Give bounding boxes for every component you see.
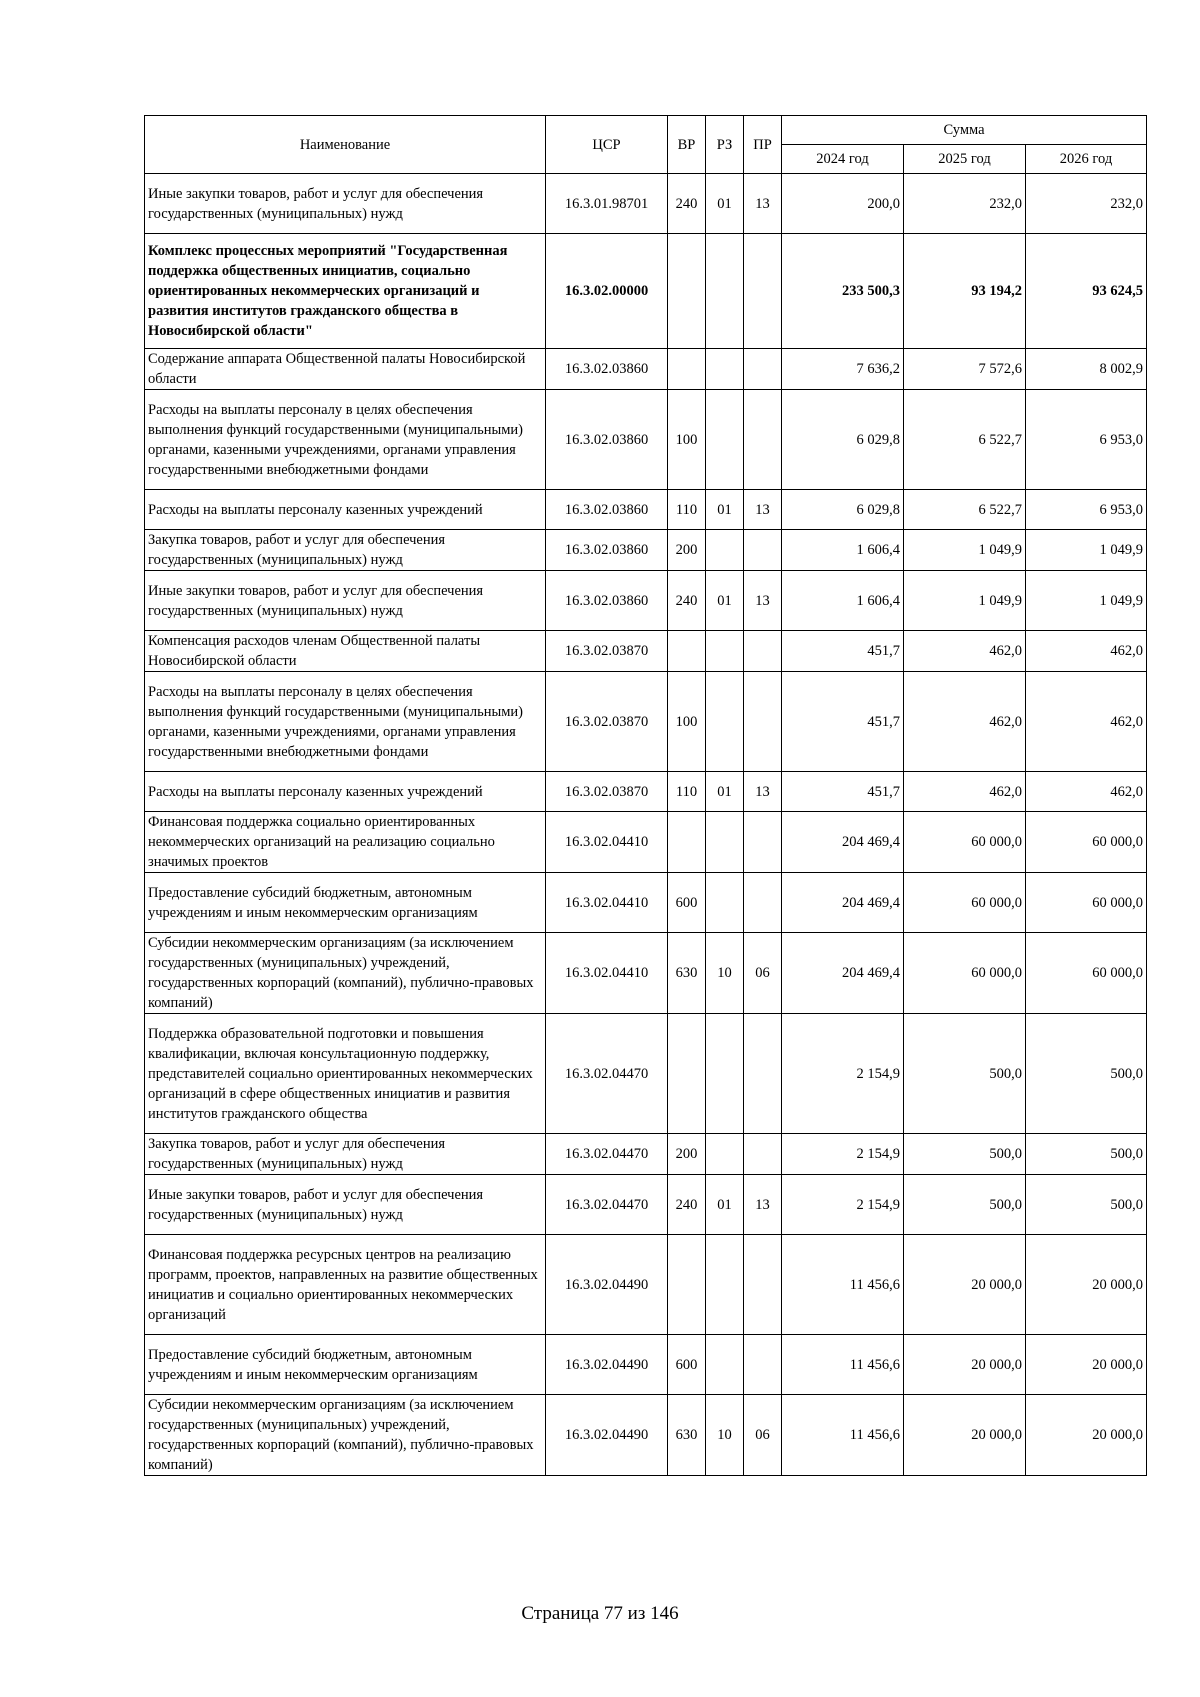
row-sum-2025-cell: 6 522,7 [904,390,1026,490]
table-row [145,772,1147,812]
row-csr-cell: 16.3.02.04490 [546,1235,668,1335]
table-row [145,1175,1147,1235]
row-csr-cell: 16.3.02.04490 [546,1395,668,1476]
row-vr-cell: 200 [668,1134,706,1175]
row-sum-2024-cell: 204 469,4 [782,933,904,1014]
row-sum-2026-cell: 20 000,0 [1026,1395,1147,1476]
table-row [145,571,1147,631]
row-csr-cell: 16.3.02.04470 [546,1175,668,1235]
row-sum-2026-cell: 500,0 [1026,1134,1147,1175]
row-name-cell: Компенсация расходов членам Общественной палаты Новосибирской области [145,631,546,672]
table-row [145,812,1147,873]
row-rz-cell [706,530,744,571]
table-row [145,390,1147,490]
row-sum-2025-cell: 1 049,9 [904,530,1026,571]
row-pr-cell [744,530,782,571]
table-row [145,349,1147,390]
table-row [145,1134,1147,1175]
row-name-cell: Расходы на выплаты персоналу в целях обеспечения выполнения функций государственными (муниципальными) органами, казенными учреждениями, органами управления государственными внебюджетными фондами [145,672,546,772]
row-pr-cell: 13 [744,174,782,234]
row-name-cell: Расходы на выплаты персоналу казенных учреждений [145,490,546,530]
row-rz-cell: 01 [706,1175,744,1235]
row-sum-2024-cell: 1 606,4 [782,571,904,631]
row-vr-cell: 110 [668,772,706,812]
row-rz-cell [706,1014,744,1134]
row-vr-cell: 630 [668,1395,706,1476]
table-row [145,490,1147,530]
row-csr-cell: 16.3.01.98701 [546,174,668,234]
row-sum-2024-cell: 2 154,9 [782,1014,904,1134]
row-sum-2025-cell: 500,0 [904,1175,1026,1235]
row-name-cell: Расходы на выплаты персоналу в целях обеспечения выполнения функций государственными (муниципальными) органами, казенными учреждениями, органами управления государственными внебюджетными фондами [145,390,546,490]
row-pr-cell: 13 [744,772,782,812]
row-vr-cell: 100 [668,672,706,772]
row-name-cell: Предоставление субсидий бюджетным, автономным учреждениям и иным некоммерческим организациям [145,873,546,933]
header-year-2025: 2025 год [904,145,1026,174]
row-rz-cell: 01 [706,571,744,631]
row-rz-cell [706,390,744,490]
table-row [145,873,1147,933]
row-csr-cell: 16.3.02.03870 [546,631,668,672]
header-name: Наименование [145,116,546,174]
row-pr-cell: 06 [744,933,782,1014]
row-sum-2026-cell: 462,0 [1026,631,1147,672]
row-vr-cell [668,349,706,390]
row-pr-cell [744,1134,782,1175]
row-csr-cell: 16.3.02.03870 [546,672,668,772]
row-sum-2026-cell: 462,0 [1026,672,1147,772]
row-vr-cell [668,234,706,349]
row-rz-cell: 10 [706,933,744,1014]
row-vr-cell: 100 [668,390,706,490]
row-sum-2024-cell: 11 456,6 [782,1235,904,1335]
row-pr-cell: 06 [744,1395,782,1476]
row-sum-2025-cell: 20 000,0 [904,1395,1026,1476]
page-number: Страница 77 из 146 [521,1603,679,1624]
row-sum-2025-cell: 20 000,0 [904,1235,1026,1335]
table-row [145,530,1147,571]
row-name-cell: Содержание аппарата Общественной палаты Новосибирской области [145,349,546,390]
row-rz-cell [706,234,744,349]
row-csr-cell: 16.3.02.04410 [546,933,668,1014]
row-name-cell: Субсидии некоммерческим организациям (за исключением государственных (муниципальных) учреждений, государственных корпораций (компаний), публично-правовых компаний) [145,1395,546,1476]
row-vr-cell [668,631,706,672]
row-rz-cell: 10 [706,1395,744,1476]
row-pr-cell [744,390,782,490]
row-sum-2024-cell: 451,7 [782,631,904,672]
row-pr-cell: 13 [744,1175,782,1235]
header-year-2024: 2024 год [782,145,904,174]
table-row [145,1395,1147,1476]
row-name-cell: Субсидии некоммерческим организациям (за исключением государственных (муниципальных) учреждений, государственных корпораций (компаний), публично-правовых компаний) [145,933,546,1014]
row-csr-cell: 16.3.02.03860 [546,490,668,530]
table-row [145,1014,1147,1134]
row-sum-2026-cell: 8 002,9 [1026,349,1147,390]
row-pr-cell [744,1235,782,1335]
row-rz-cell [706,1134,744,1175]
row-sum-2025-cell: 7 572,6 [904,349,1026,390]
row-rz-cell [706,672,744,772]
header-pr: ПР [744,116,782,174]
table-row [145,1235,1147,1335]
table-header [145,116,1147,174]
row-csr-cell: 16.3.02.03860 [546,349,668,390]
row-pr-cell [744,1014,782,1134]
row-sum-2025-cell: 462,0 [904,672,1026,772]
row-vr-cell: 200 [668,530,706,571]
row-name-cell: Комплекс процессных мероприятий "Государственная поддержка общественных инициатив, социально ориентированных некоммерческих организаций и развития институтов гражданского общества в Новосибирской области" [145,234,546,349]
row-sum-2026-cell: 462,0 [1026,772,1147,812]
row-csr-cell: 16.3.02.03870 [546,772,668,812]
row-name-cell: Финансовая поддержка ресурсных центров на реализацию программ, проектов, направленных на развитие общественных инициатив и социально ориентированных некоммерческих организаций [145,1235,546,1335]
row-pr-cell [744,234,782,349]
row-name-cell: Иные закупки товаров, работ и услуг для обеспечения государственных (муниципальных) нужд [145,174,546,234]
row-sum-2025-cell: 93 194,2 [904,234,1026,349]
row-csr-cell: 16.3.02.04410 [546,873,668,933]
row-rz-cell [706,349,744,390]
row-sum-2026-cell: 93 624,5 [1026,234,1147,349]
row-vr-cell: 240 [668,174,706,234]
row-sum-2024-cell: 1 606,4 [782,530,904,571]
header-vr: ВР [668,116,706,174]
row-sum-2026-cell: 500,0 [1026,1175,1147,1235]
row-sum-2026-cell: 20 000,0 [1026,1335,1147,1395]
row-pr-cell: 13 [744,571,782,631]
row-vr-cell: 240 [668,1175,706,1235]
row-pr-cell [744,349,782,390]
table-row [145,631,1147,672]
row-rz-cell [706,1335,744,1395]
row-sum-2024-cell: 11 456,6 [782,1335,904,1395]
row-sum-2024-cell: 11 456,6 [782,1395,904,1476]
row-sum-2024-cell: 6 029,8 [782,390,904,490]
row-sum-2026-cell: 20 000,0 [1026,1235,1147,1335]
row-pr-cell: 13 [744,490,782,530]
row-sum-2025-cell: 6 522,7 [904,490,1026,530]
table-row [145,1335,1147,1395]
row-csr-cell: 16.3.02.03860 [546,530,668,571]
table-row [145,672,1147,772]
row-csr-cell: 16.3.02.04490 [546,1335,668,1395]
row-csr-cell: 16.3.02.04410 [546,812,668,873]
table-row [145,234,1147,349]
row-name-cell: Предоставление субсидий бюджетным, автономным учреждениям и иным некоммерческим организациям [145,1335,546,1395]
row-rz-cell: 01 [706,490,744,530]
row-sum-2026-cell: 1 049,9 [1026,571,1147,631]
row-vr-cell: 240 [668,571,706,631]
row-sum-2024-cell: 451,7 [782,672,904,772]
row-sum-2025-cell: 232,0 [904,174,1026,234]
row-name-cell: Поддержка образовательной подготовки и повышения квалификации, включая консультационную поддержку, представителей социально ориентированных некоммерческих организаций в сфере общественных инициатив и развития институтов гражданского общества [145,1014,546,1134]
row-pr-cell [744,812,782,873]
row-vr-cell [668,1235,706,1335]
row-sum-2024-cell: 200,0 [782,174,904,234]
row-sum-2024-cell: 2 154,9 [782,1134,904,1175]
row-sum-2025-cell: 500,0 [904,1134,1026,1175]
row-csr-cell: 16.3.02.04470 [546,1014,668,1134]
row-sum-2024-cell: 6 029,8 [782,490,904,530]
row-sum-2024-cell: 2 154,9 [782,1175,904,1235]
row-name-cell: Иные закупки товаров, работ и услуг для обеспечения государственных (муниципальных) нужд [145,571,546,631]
row-name-cell: Закупка товаров, работ и услуг для обеспечения государственных (муниципальных) нужд [145,530,546,571]
row-sum-2026-cell: 232,0 [1026,174,1147,234]
row-sum-2026-cell: 60 000,0 [1026,873,1147,933]
row-vr-cell: 110 [668,490,706,530]
row-csr-cell: 16.3.02.03860 [546,571,668,631]
row-sum-2025-cell: 20 000,0 [904,1335,1026,1395]
row-name-cell: Закупка товаров, работ и услуг для обеспечения государственных (муниципальных) нужд [145,1134,546,1175]
row-csr-cell: 16.3.02.03860 [546,390,668,490]
row-sum-2024-cell: 451,7 [782,772,904,812]
table-row [145,174,1147,234]
row-rz-cell [706,1235,744,1335]
row-sum-2026-cell: 500,0 [1026,1014,1147,1134]
row-pr-cell [744,672,782,772]
row-sum-2025-cell: 60 000,0 [904,812,1026,873]
row-sum-2025-cell: 462,0 [904,631,1026,672]
row-name-cell: Иные закупки товаров, работ и услуг для обеспечения государственных (муниципальных) нужд [145,1175,546,1235]
row-sum-2026-cell: 6 953,0 [1026,490,1147,530]
row-rz-cell [706,812,744,873]
row-csr-cell: 16.3.02.04470 [546,1134,668,1175]
row-rz-cell [706,631,744,672]
row-rz-cell [706,873,744,933]
row-vr-cell: 600 [668,873,706,933]
row-vr-cell [668,1014,706,1134]
row-vr-cell: 630 [668,933,706,1014]
row-sum-2024-cell: 204 469,4 [782,873,904,933]
header-rz: РЗ [706,116,744,174]
row-sum-2024-cell: 233 500,3 [782,234,904,349]
table-row [145,933,1147,1014]
row-sum-2025-cell: 60 000,0 [904,873,1026,933]
row-rz-cell: 01 [706,772,744,812]
budget-table [144,115,1147,1476]
row-pr-cell [744,631,782,672]
row-sum-2025-cell: 60 000,0 [904,933,1026,1014]
row-sum-2025-cell: 1 049,9 [904,571,1026,631]
row-vr-cell [668,812,706,873]
row-name-cell: Расходы на выплаты персоналу казенных учреждений [145,772,546,812]
row-pr-cell [744,1335,782,1395]
table-body [145,174,1147,1476]
row-name-cell: Финансовая поддержка социально ориентированных некоммерческих организаций на реализацию социально значимых проектов [145,812,546,873]
row-vr-cell: 600 [668,1335,706,1395]
row-pr-cell [744,873,782,933]
row-sum-2024-cell: 7 636,2 [782,349,904,390]
row-sum-2025-cell: 500,0 [904,1014,1026,1134]
header-sum: Сумма [782,116,1147,145]
row-sum-2025-cell: 462,0 [904,772,1026,812]
row-csr-cell: 16.3.02.00000 [546,234,668,349]
row-sum-2026-cell: 60 000,0 [1026,812,1147,873]
header-csr: ЦСР [546,116,668,174]
row-sum-2026-cell: 1 049,9 [1026,530,1147,571]
header-year-2026: 2026 год [1026,145,1147,174]
row-sum-2026-cell: 6 953,0 [1026,390,1147,490]
row-sum-2024-cell: 204 469,4 [782,812,904,873]
row-rz-cell: 01 [706,174,744,234]
row-sum-2026-cell: 60 000,0 [1026,933,1147,1014]
